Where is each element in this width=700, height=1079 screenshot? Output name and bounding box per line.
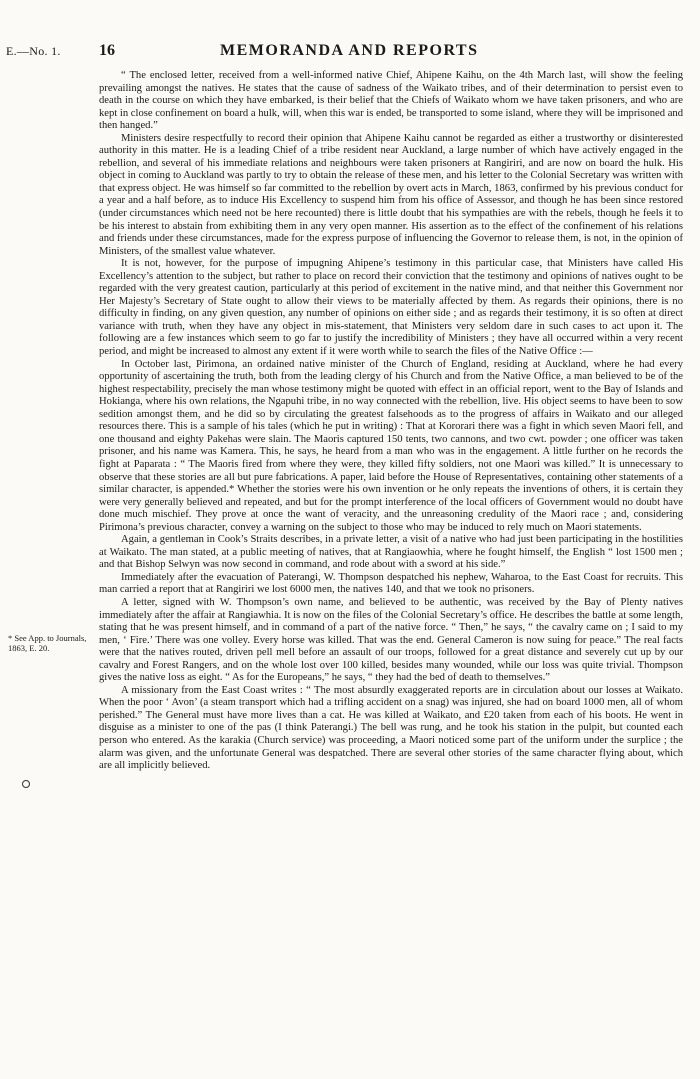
body-text (99, 70, 683, 773)
page-number: 16 (99, 42, 115, 59)
paragraph-4: In October last, Pirimona, an ordained native minister of the Church of England, residing at Auckland, where he had every opportunity of ascertaining the truth, both from the leading clergy of his Church and from the Native Office, a man believed to be of the highest respectability, precisely the man whose testimony might be quoted with effect in an official report, went to the Bay of Islands and Hokianga, where his own relations, the Ngapuhi tribe, in no way connected with the rebellion, live. His object seems to have been to sow sedition amongst them, and he did so by circulating the greatest falsehoods as to the progress of affairs in Waikato and our alleged resources there. This is a sample of his tales (which he put in writing) : That at Kororari there was a fight in which seven Maori fell, and one thousand and eighty Pakehas were slain. The Maoris captured 150 tents, two cannons, and two cwt. powder ; one officer was taken prisoner, and his name was Kamera. This, he says, he heard from a man who was in the engagement. A little further on he records the fight at Paparata : “ The Maoris fired from where they were, they killed fifty soldiers, not one Maori was killed.” It is unnecessary to observe that these stories are all but pure fabrications. A paper, laid before the House of Representatives, containing other statements of a similar character, is appended.* Whether the stories were his own invention or he only repeats the inventions of others, it is certain they were very generally believed and repeated, and but for the prompt interference of the local officers of Government would no doubt have done much mischief. They prove at once the want of veracity, and the unreasoning credulity of the Maori race ; and, considering Pirimona’s previous character, convey a warning on the subject to those who may be induced to rely much on Maori statements. (99, 358, 683, 533)
document-reference: E.—No. 1. (6, 44, 61, 58)
margin-note: * See App. to Journals, 1863, E. 20. (8, 633, 87, 653)
paragraph-3: It is not, however, for the purpose of impugning Ahipene’s testimony in this particular case, that Ministers have called His Excellency’s attention to the subject, but rather to place on record their conviction that the testimony and opinions of natives ought to be regarded with the very greatest caution, particularly at this period of excitement in the native mind, and that neither this Government nor Her Majesty’s Secretary of State ought to allow their views to be materially affected by them. As regards their opinions, there is no difficulty in finding, on any given question, any number of opinions on either side ; and as regards their testimony, it is so often at direct variance with truth, when they have any object in mis-statement, that Ministers very seldom dare in such cases to act upon it. The following are a few instances which seem to go far to justify the incredibility of Ministers ; they have all occurred within a very recent period, and might be increased to almost any extent if it were worth while to search the files of the Native Office :— (99, 258, 683, 358)
paragraph-8: A missionary from the East Coast writes : “ The most absurdly exaggerated reports are in circulation about our losses at Waikato. When the poor ‘ Avon’ (a steam transport which had a trifling accident on a snag) was injured, she had on board 1000 men, all of whom perished.” The General must have more lives than a cat. He was killed at Waikato, and £20 taken from each of his boots. He went in disguise as a minister to one of the pas (I think Paterangi.) The bell was rung, and he took his station in the pulpit, but counted each person who entered. As the karakia (Church service) was proceeding, a Maori noticed some part of the uniform under the surplice ; the alarm was given, and the unfortunate General was despatched. There are several other stories of the same character flying about, which are all implicitly believed. (99, 684, 683, 772)
paragraph-2: Ministers desire respectfully to record their opinion that Ahipene Kaihu cannot be regarded as either a trustworthy or disinterested authority in this matter. He is a leading Chief of a tribe resident near Auckland, a large number of which have actively engaged in the rebellion, and several of his immediate relations and neighbours were taken prisoners at Rangiriri, and are now on board the hulk. His object in coming to Auckland was partly to try to obtain the release of these men, and his letter to the Colonial Secretary was written with that express object. He was himself so far committed to the rebellion by overt acts in March, 1863, confirmed by his previous conduct for a year and a half before, as to induce His Excellency to suspend him from his office of Assessor, and though he has been since restored (under circumstances which need not be here recounted) there is little doubt that his sympathies are with the rebels, though he feels it to be his interest to abstain from exhibiting them in any very open manner. His assertion as to the effect of the confinement of his relations and friends under these circumstances, made for the express purpose of influencing the Governor to release them, is not, in the opinion of Ministers, of the smallest value whatever. (99, 132, 683, 257)
running-title: MEMORANDA AND REPORTS (220, 42, 479, 59)
margin-circle-mark (22, 780, 30, 788)
paragraph-5: Again, a gentleman in Cook’s Straits describes, in a private letter, a visit of a native who had just been participating in the hostilities at Waikato. The man stated, at a public meeting of natives, that at Rangiaowhia, where he fought himself, the English “ lost 1500 men ; and that Bishop Selwyn was now second in command, and rode about with a sword at his side.” (99, 534, 683, 571)
paragraph-7: A letter, signed with W. Thompson’s own name, and believed to be authentic, was received by the Bay of Plenty natives immediately after the affair at Rangiawhia. It is now on the files of the Colonial Secretary’s office. He describes the battle at some length, stating that he was present himself, and in command of a part of the native force. “ Then,” he says, “ the cavalry came on ; I said to my men, ‘ Fire.’ There was one volley. Every horse was killed. That was the end. General Cameron is now suing for peace.” The real facts were that the natives routed, driven pell mell before an assault of our troops, followed for a great distance and severely cut up by our cavalry and Forest Rangers, and on the whole lost over 100 killed, besides many wounded, while our loss was quite trivial. Thompson gives the native loss as eight. “ As for the Europeans,” he says, “ they had the bed of death to themselves.” (99, 596, 683, 684)
paragraph-6: Immediately after the evacuation of Paterangi, W. Thompson despatched his nephew, Waharoa, to the East Coast for recruits. This man carried a report that at Rangiriri we lost 6000 men, the natives 140, and that we took no prisoners. (99, 571, 683, 596)
paragraph-1: “ The enclosed letter, received from a well-informed native Chief, Ahipene Kaihu, on the 4th March last, will show the feeling prevailing amongst the natives. He states that the cause of sadness of the Waikato tribes, and of their determination to persist even to death in the course on which they have embarked, is their belief that the Chiefs of Waikato whom we have taken prisoners, and who are kept in close confinement on board a hulk, will, when this war is ended, be transported to some island, where they will be imprisoned and then hanged.” (99, 70, 683, 132)
